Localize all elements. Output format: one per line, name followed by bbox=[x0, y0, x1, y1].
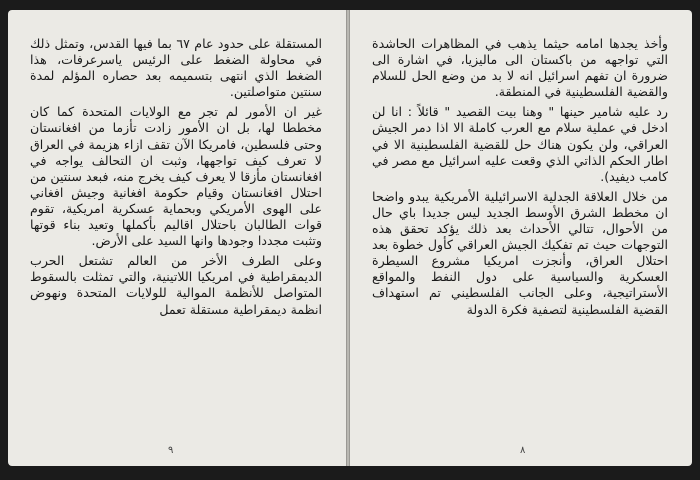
left-page-number: ٩ bbox=[168, 445, 174, 456]
right-page bbox=[350, 10, 692, 466]
right-paragraph-2: رد عليه شامير حينها " وهنا بيت القصيد " قائلاً : انا لن ادخل في عملية سلام مع العرب كاملة الا اذا دمر الجيش العراقي، ولن يكون هناك حل للقضية الفلسطينية الا في اطار الحكم الذاتي الذي وقعت عليه اسرائيل مع مصر في كامب ديفيد). bbox=[372, 104, 668, 184]
right-paragraph-1: وأخذ يجدها امامه حيثما يذهب في المظاهرات الحاشدة التي تواجهه من باكستان الى ماليزيا، في اشارة الى ضرورة ان تفهم اسرائيل انه لا بد من وضع الحل للسلام والقضية الفلسطينية في المنطقة. bbox=[372, 36, 668, 100]
left-paragraph-2: غير ان الأمور لم تجر مع الولايات المتحدة كما كان مخططا لها، بل ان الأمور زادت تأزما من افغانستان وحتى فلسطين، فامريكا الآن تقف ازاء هزيمة في العراق لا تعرف كيف تواجهها، وثبت ان التحالف يواجه في افغانستان مأزقا لا يعرف كيف يخرج منه، فبعد سنتين من احتلال افغانستان وقيام حكومة افغانية وجيش افغاني على الهوى الأمريكي وبحماية عسكرية امريكية، تقوم قوات الطالبان باحتلال اقاليم بأكملها وتعيد بناء قوتها وتثبت مجددا وجودها وانها السيد على الأرض. bbox=[30, 104, 322, 249]
right-page-text bbox=[372, 36, 668, 322]
left-page-text bbox=[30, 36, 322, 322]
left-page bbox=[8, 10, 346, 466]
right-page-number: ٨ bbox=[520, 445, 526, 456]
right-paragraph-3: من خلال العلاقة الجدلية الاسرائيلية الأمريكية يبدو واضحا ان مخطط الشرق الأوسط الجديد ليس جديدا باي حال من الأحوال، تتالي الأحداث بعد ذلك يؤكد تحقق هذه التوجهات حيث تم تفكيك الجيش العراقي كأول خطوة بعد احتلال العراق، وأنجزت امريكيا مشروع السيطرة العسكرية والسياسية على دول النفط والمواقع الأستراتيجية، وعلى الجانب الفلسطيني تم استهداف القضية الفلسطينية لتصفية فكرة الدولة bbox=[372, 188, 668, 317]
left-paragraph-1: المستقلة على حدود عام ٦٧ بما فيها القدس، وتمثل ذلك في محاولة الضغط على الرئيس ياسرعرفات، هذا الضغط الذي انتهى بتسميمه بعد حصاره المؤلم لمدة سنتين متواصلتين. bbox=[30, 36, 322, 100]
left-paragraph-3: وعلى الطرف الأخر من العالم تشتعل الحرب الديمقراطية في امريكيا اللاتينية، والتي تمثلت بالسقوط المتواصل للأنظمة الموالية للولايات المتحدة ونهوض انظمة ديمقراطية مستقلة تعمل bbox=[30, 253, 322, 317]
